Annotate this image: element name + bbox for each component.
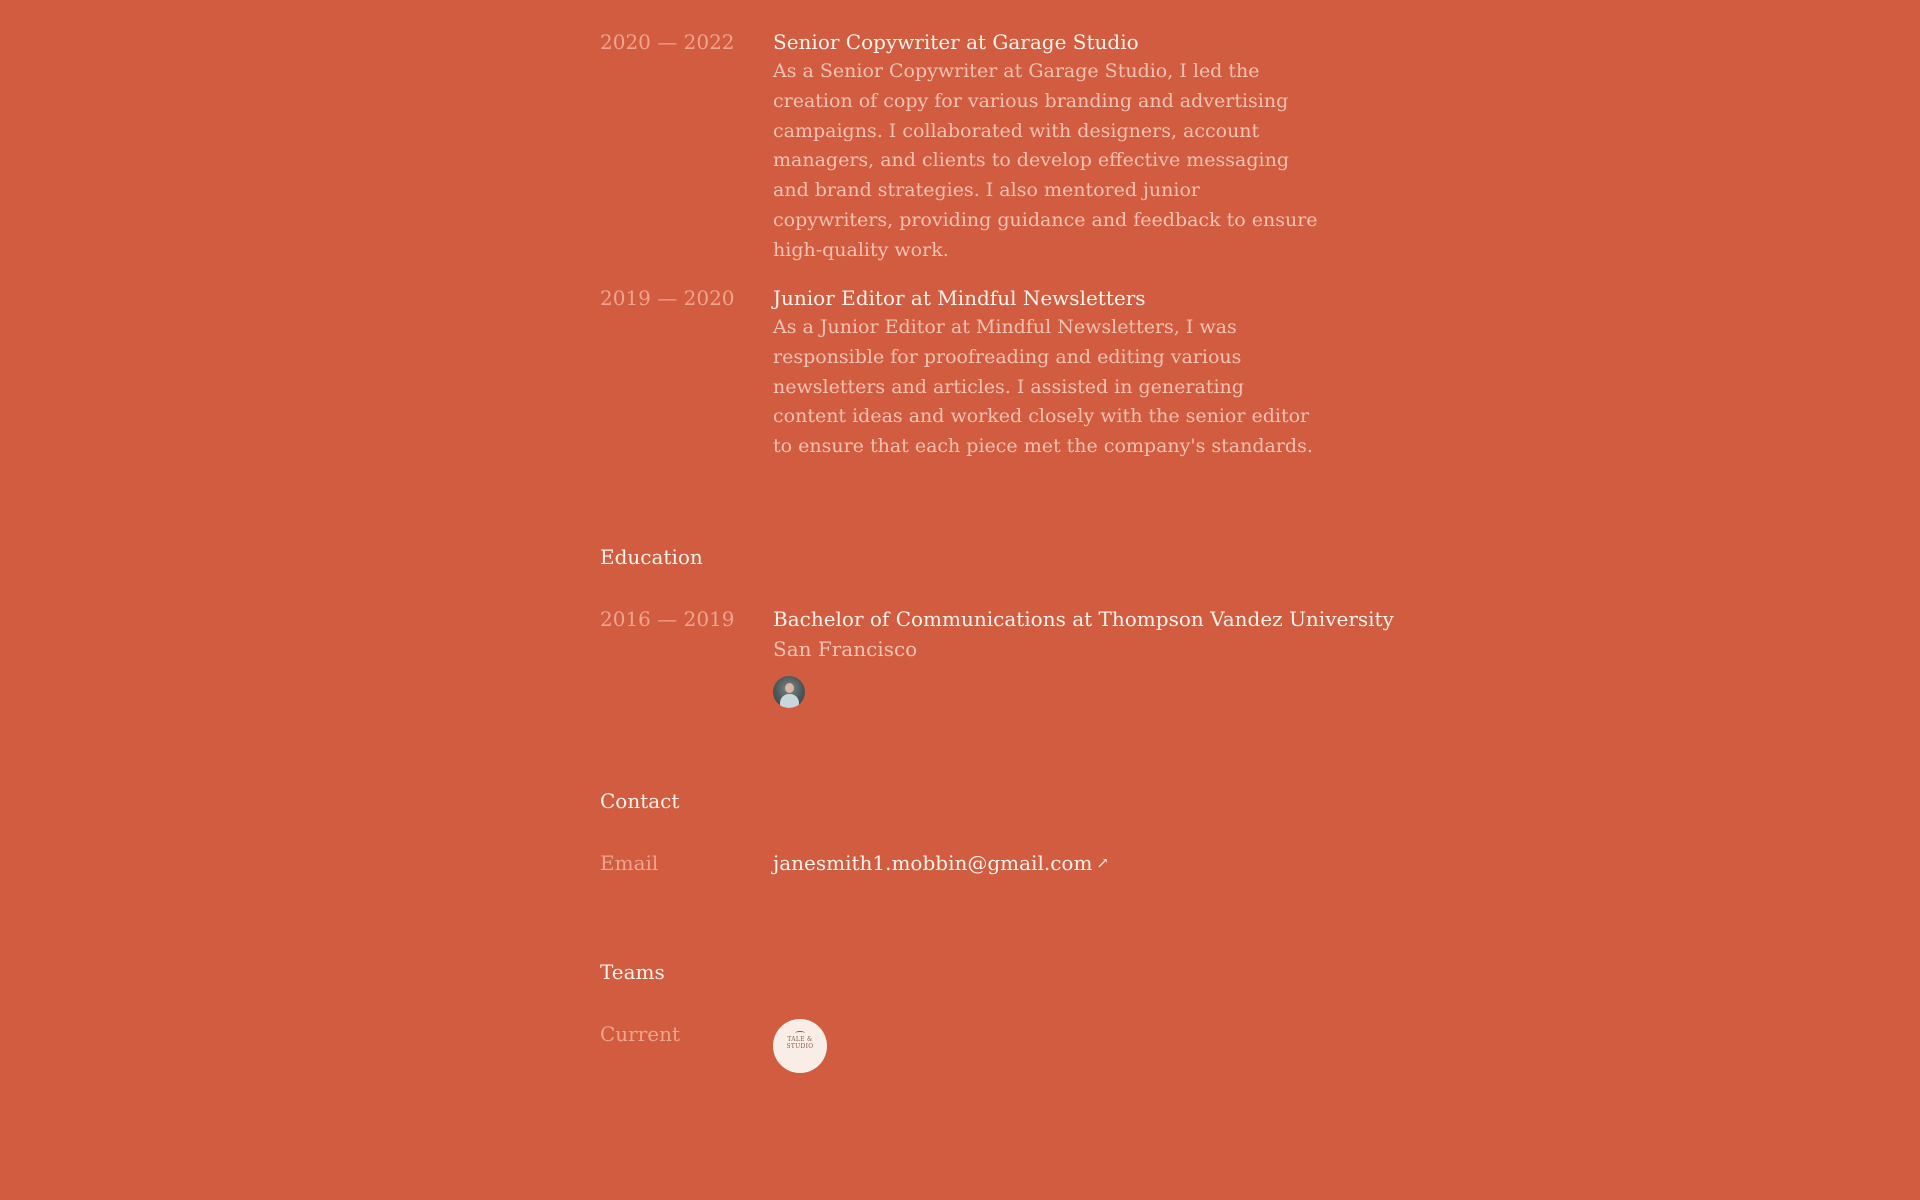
avatar-head-shape — [785, 683, 794, 693]
teams-heading: Teams — [600, 960, 665, 984]
team-logo-mark — [795, 1031, 805, 1035]
experience-description: As a Senior Copywriter at Garage Studio, I led the creation of copy for various branding and advertising campaigns. I collaborated with designers, account managers, and clients to develop effective messaging and brand strategies. I also mentored junior copywriters, providing guidance and feedback to ensure high-quality work. — [773, 60, 1318, 261]
experience-dates: 2020 — 2022 — [600, 30, 735, 54]
experience-title: Junior Editor at Mindful Newsletters — [773, 286, 1146, 310]
experience-description: As a Junior Editor at Mindful Newsletters, I was responsible for proofreading and editing various newsletters and articles. I assisted in generating content ideas and worked closely with the senior editor to ensure that each piece met the company's standards. — [773, 316, 1313, 458]
arrow-up-right-icon: ↗ — [1096, 854, 1109, 872]
experience-title: Senior Copywriter at Garage Studio — [773, 30, 1139, 54]
current-label: Current — [600, 1022, 681, 1046]
avatar-body-shape — [780, 694, 799, 708]
contact-heading: Contact — [600, 789, 680, 813]
teams-content — [773, 1019, 1323, 1073]
avatar[interactable] — [773, 676, 805, 708]
team-logo-text: TALE & STUDIO — [786, 1036, 814, 1050]
email-link[interactable] — [773, 851, 1109, 875]
contact-content — [773, 848, 1323, 878]
email-value: janesmith1.mobbin@gmail.com — [773, 851, 1093, 875]
team-logo[interactable] — [773, 1019, 827, 1073]
experience-content — [773, 27, 1323, 266]
education-location: San Francisco — [773, 637, 918, 661]
education-content — [773, 604, 1394, 708]
education-heading: Education — [600, 545, 703, 569]
email-label: Email — [600, 851, 659, 875]
experience-content — [773, 283, 1323, 462]
education-title: Bachelor of Communications at Thompson Vandez University — [773, 607, 1394, 631]
education-dates: 2016 — 2019 — [600, 607, 735, 631]
experience-dates: 2019 — 2020 — [600, 286, 735, 310]
